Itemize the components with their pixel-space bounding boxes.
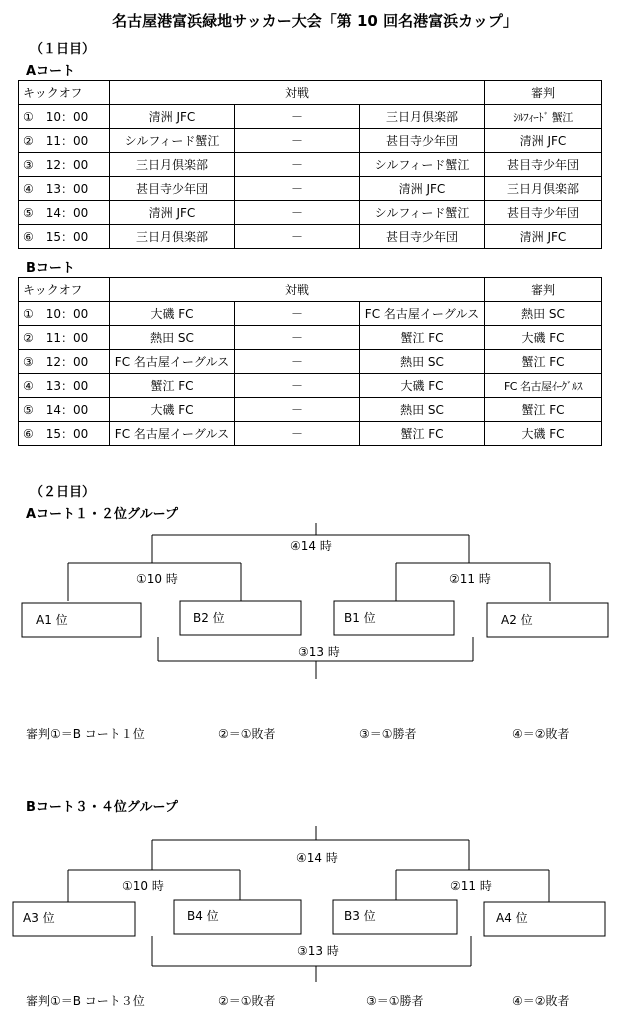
team-box-label: B2 位: [193, 611, 225, 625]
group-a-note-4: ④＝②敗者: [512, 727, 570, 741]
team-box-label: B4 位: [187, 909, 219, 923]
team1-cell: シルフィード蟹江: [110, 129, 235, 153]
team2-cell: シルフィード蟹江: [360, 201, 485, 225]
kickoff-cell: ③ 12：00: [19, 350, 110, 374]
team2-cell: 清洲 JFC: [360, 177, 485, 201]
group-a-label: Aコート１・２位グループ: [26, 507, 179, 522]
day2-label: （２日目）: [30, 485, 96, 500]
referee-cell: 清洲 JFC: [485, 225, 602, 249]
third-round-label: ③13 時: [298, 645, 340, 659]
court-a-schedule-table: [18, 80, 602, 249]
header-match: 対戦: [110, 278, 485, 302]
kickoff-cell: ① 10：00: [19, 105, 110, 129]
referee-cell: 蟹江 FC: [485, 350, 602, 374]
kickoff-cell: ⑤ 14：00: [19, 201, 110, 225]
table-row: [19, 225, 602, 249]
team2-cell: シルフィード蟹江: [360, 153, 485, 177]
team2-cell: 熱田 SC: [360, 350, 485, 374]
referee-cell: ｼﾙﾌｨｰﾄﾞ 蟹江: [485, 105, 602, 129]
header-kickoff: キックオフ: [19, 278, 110, 302]
page-title: 名古屋港富浜緑地サッカー大会「第 10 回名港富浜カップ」: [112, 12, 518, 30]
table-row: [19, 422, 602, 446]
referee-cell: 熱田 SC: [485, 302, 602, 326]
dash-cell: －: [235, 105, 360, 129]
referee-cell: 三日月倶楽部: [485, 177, 602, 201]
header-referee: 審判: [485, 278, 602, 302]
team2-cell: 熱田 SC: [360, 398, 485, 422]
kickoff-cell: ④ 13：00: [19, 374, 110, 398]
table-row: [19, 398, 602, 422]
group-b-bracket: [0, 820, 630, 990]
kickoff-cell: ⑥ 15：00: [19, 225, 110, 249]
header-match: 対戦: [110, 81, 485, 105]
team2-cell: 三日月倶楽部: [360, 105, 485, 129]
referee-cell: 甚目寺少年団: [485, 153, 602, 177]
kickoff-cell: ⑥ 15：00: [19, 422, 110, 446]
team2-cell: 大磯 FC: [360, 374, 485, 398]
team2-cell: FC 名古屋イーグルス: [360, 302, 485, 326]
left-round-label: ①10 時: [136, 572, 178, 586]
team1-cell: 熱田 SC: [110, 326, 235, 350]
team1-cell: FC 名古屋イーグルス: [110, 350, 235, 374]
team2-cell: 甚目寺少年団: [360, 225, 485, 249]
group-a-note-1: 審判①＝B コート１位: [26, 727, 145, 741]
team1-cell: 大磯 FC: [110, 398, 235, 422]
group-b-note-4: ④＝②敗者: [512, 994, 570, 1008]
team-box-label: A3 位: [23, 911, 55, 925]
group-a-note-3: ③＝①勝者: [359, 727, 417, 741]
kickoff-cell: ⑤ 14：00: [19, 398, 110, 422]
kickoff-cell: ① 10：00: [19, 302, 110, 326]
table-row: [19, 326, 602, 350]
dash-cell: －: [235, 153, 360, 177]
referee-cell: 大磯 FC: [485, 326, 602, 350]
dash-cell: －: [235, 302, 360, 326]
dash-cell: －: [235, 225, 360, 249]
group-b-note-3: ③＝①勝者: [366, 994, 424, 1008]
court-a-label: Aコート: [26, 64, 76, 79]
right-round-label: ②11 時: [450, 879, 492, 893]
table-row: [19, 177, 602, 201]
left-round-label: ①10 時: [122, 879, 164, 893]
right-round-label: ②11 時: [449, 572, 491, 586]
dash-cell: －: [235, 398, 360, 422]
court-b-schedule-table: [18, 277, 602, 446]
court-b-label: Bコート: [26, 261, 75, 276]
group-b-note-2: ②＝①敗者: [218, 994, 276, 1008]
dash-cell: －: [235, 129, 360, 153]
team1-cell: 大磯 FC: [110, 302, 235, 326]
dash-cell: －: [235, 374, 360, 398]
team2-cell: 蟹江 FC: [360, 422, 485, 446]
table-row: [19, 153, 602, 177]
dash-cell: －: [235, 422, 360, 446]
team2-cell: 蟹江 FC: [360, 326, 485, 350]
dash-cell: －: [235, 350, 360, 374]
team-box-label: A4 位: [496, 911, 528, 925]
kickoff-cell: ④ 13：00: [19, 177, 110, 201]
group-b-note-1: 審判①＝B コート３位: [26, 994, 145, 1008]
kickoff-cell: ② 11：00: [19, 129, 110, 153]
team1-cell: 三日月倶楽部: [110, 153, 235, 177]
table-row: [19, 129, 602, 153]
table-header-row: [19, 81, 602, 105]
group-a-note-2: ②＝①敗者: [218, 727, 276, 741]
team1-cell: 清洲 JFC: [110, 201, 235, 225]
table-row: [19, 105, 602, 129]
team1-cell: FC 名古屋イーグルス: [110, 422, 235, 446]
table-row: [19, 302, 602, 326]
dash-cell: －: [235, 326, 360, 350]
header-kickoff: キックオフ: [19, 81, 110, 105]
team-box-label: A2 位: [501, 613, 533, 627]
dash-cell: －: [235, 201, 360, 225]
group-a-bracket: [0, 515, 630, 690]
referee-cell: 清洲 JFC: [485, 129, 602, 153]
day1-label: （１日目）: [30, 42, 96, 57]
dash-cell: －: [235, 177, 360, 201]
table-row: [19, 201, 602, 225]
table-row: [19, 350, 602, 374]
final-round-label: ④14 時: [296, 851, 338, 865]
referee-cell: 大磯 FC: [485, 422, 602, 446]
team-box-label: B3 位: [344, 909, 376, 923]
team-box-label: A1 位: [36, 613, 68, 627]
team1-cell: 甚目寺少年団: [110, 177, 235, 201]
referee-cell: 蟹江 FC: [485, 398, 602, 422]
third-round-label: ③13 時: [297, 944, 339, 958]
final-round-label: ④14 時: [290, 539, 332, 553]
kickoff-cell: ③ 12：00: [19, 153, 110, 177]
team1-cell: 蟹江 FC: [110, 374, 235, 398]
table-row: [19, 374, 602, 398]
kickoff-cell: ② 11：00: [19, 326, 110, 350]
table-header-row: [19, 278, 602, 302]
team2-cell: 甚目寺少年団: [360, 129, 485, 153]
referee-cell: 甚目寺少年団: [485, 201, 602, 225]
header-referee: 審判: [485, 81, 602, 105]
team1-cell: 清洲 JFC: [110, 105, 235, 129]
referee-cell: FC 名古屋ｲｰｸﾞﾙｽ: [485, 374, 602, 398]
team1-cell: 三日月倶楽部: [110, 225, 235, 249]
team-box-label: B1 位: [344, 611, 376, 625]
group-b-label: Bコート３・４位グループ: [26, 800, 178, 815]
